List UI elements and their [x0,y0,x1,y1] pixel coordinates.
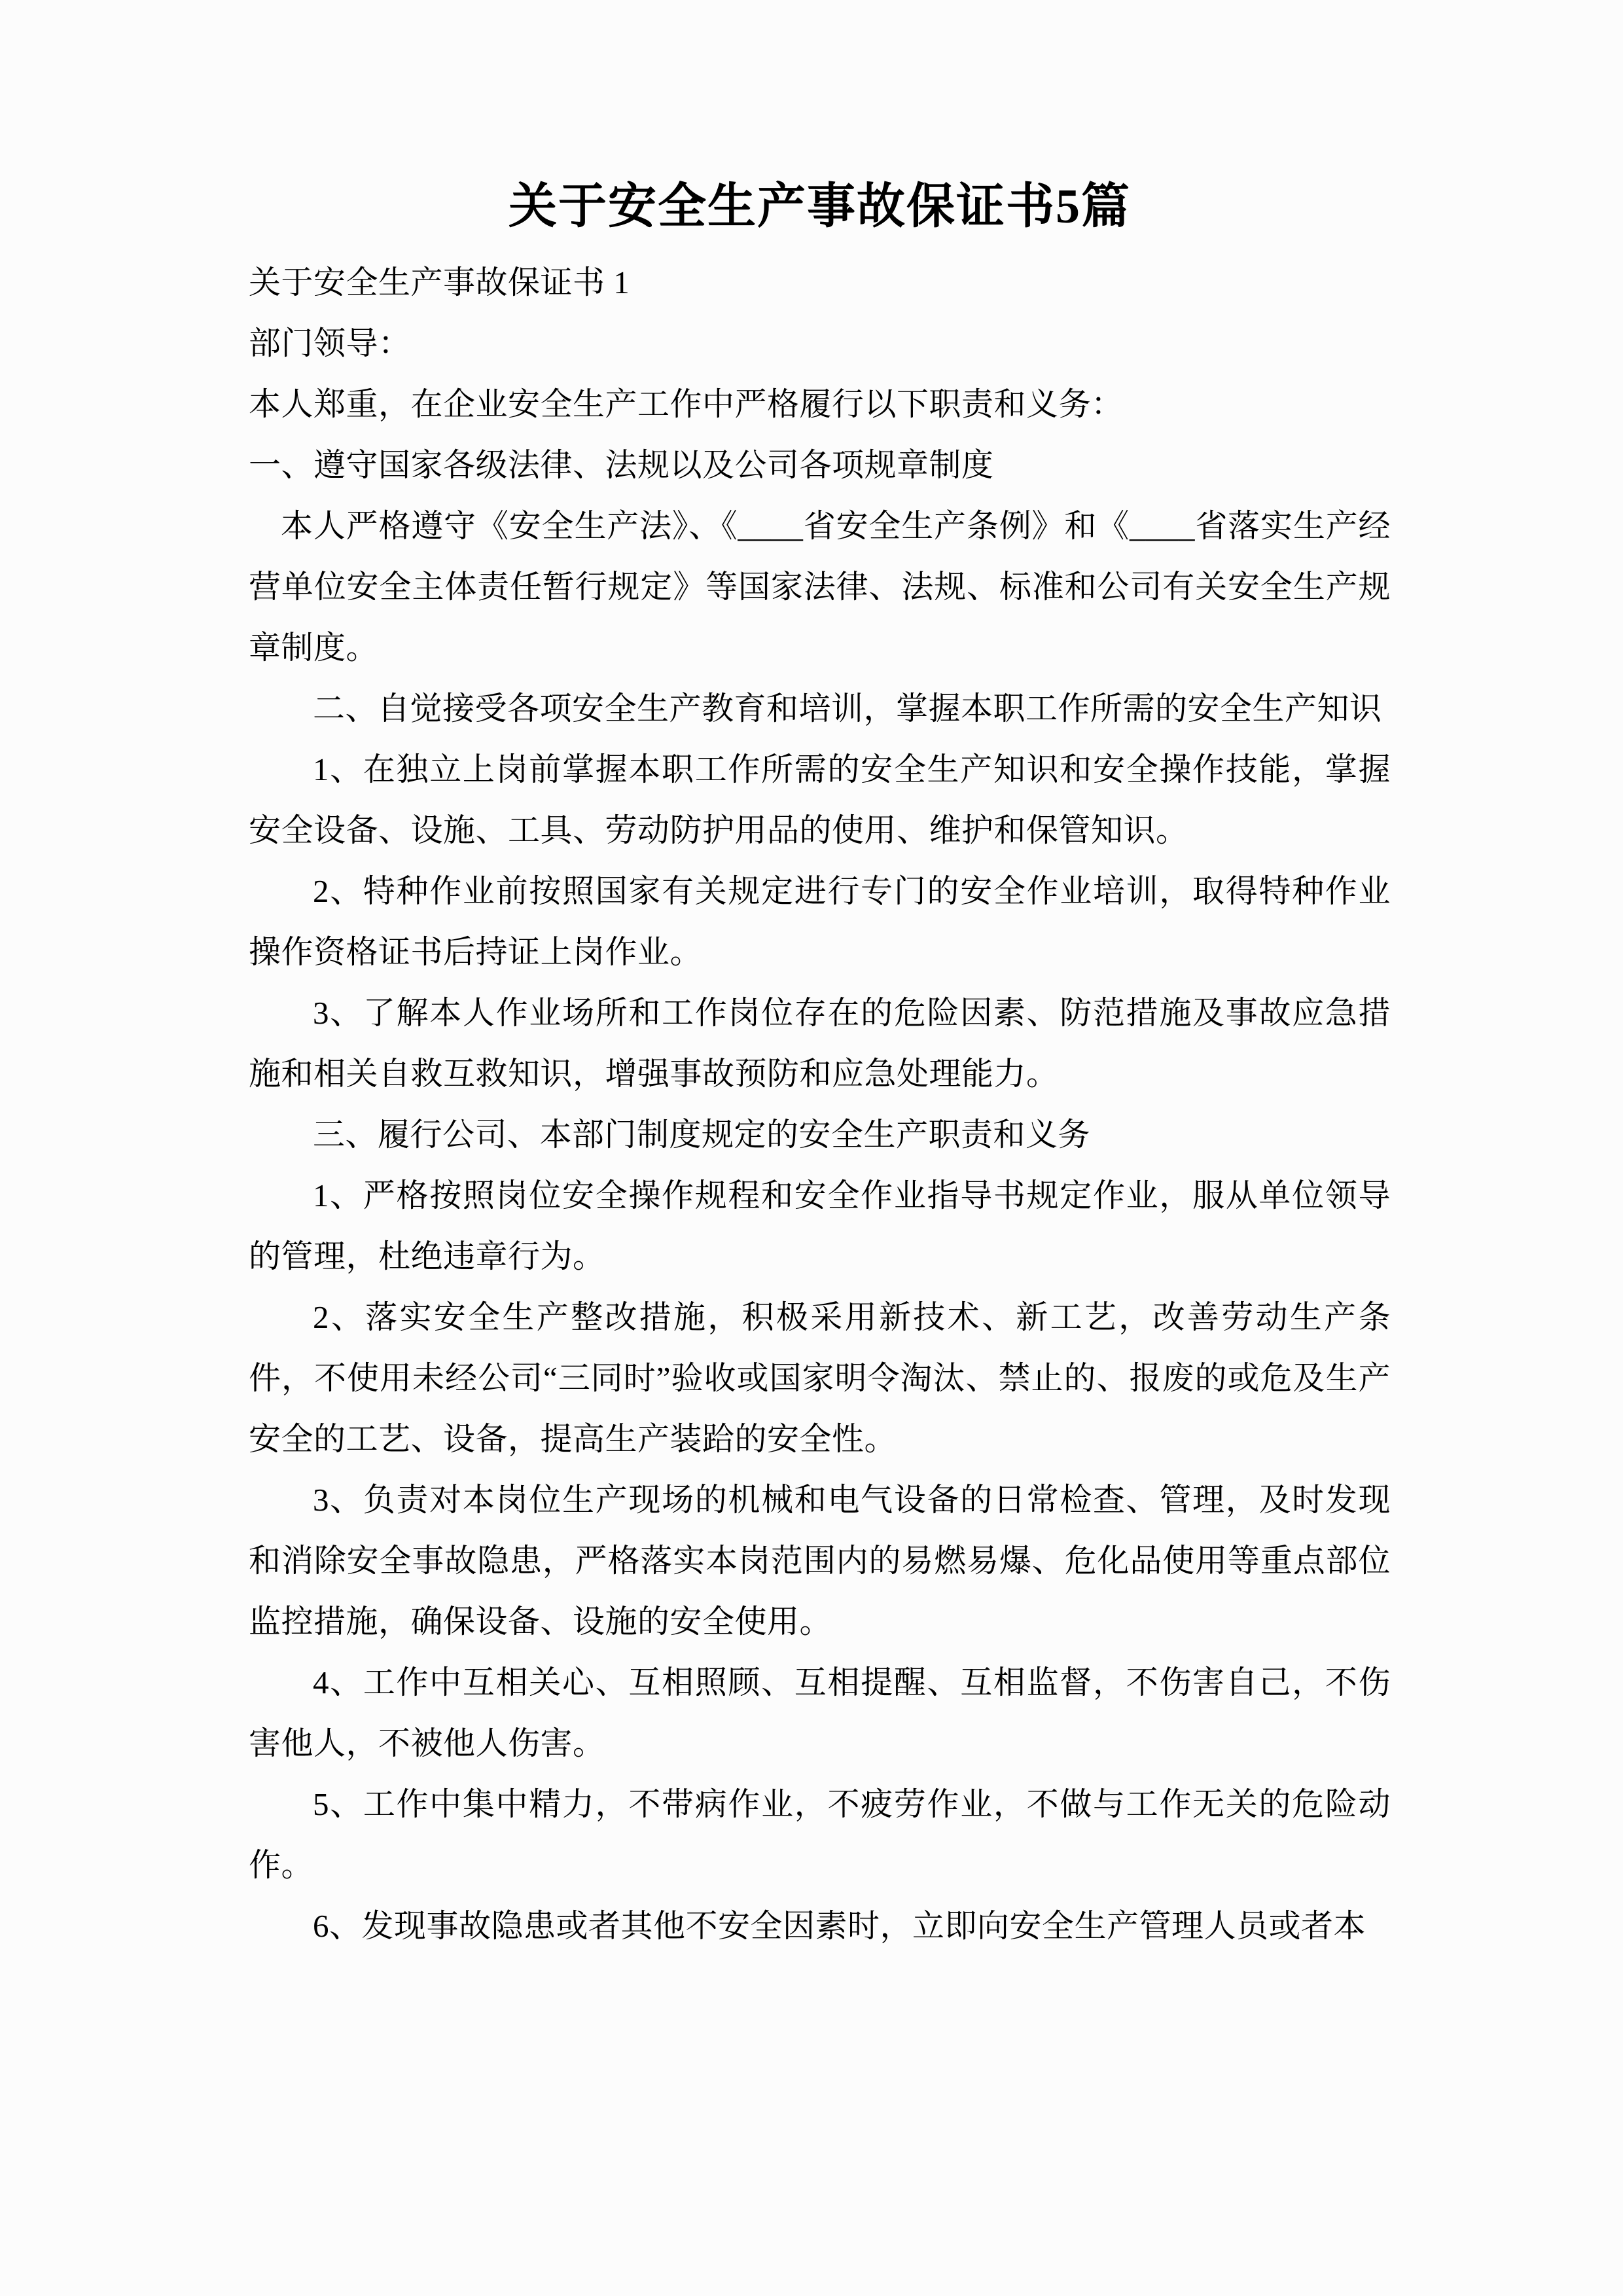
document-paragraph: 部门领导： [249,325,411,361]
document-paragraph: 6、发现事故隐患或者其他不安全因素时，立即向安全生产管理人员或者本 [313,1907,1366,1944]
document-body [249,177,1391,1956]
document-paragraph: 本人严格遵守《安全生产法》、《____省安全生产条例》和《____省落实生产经营单位安全主体责任暂行规定》等国家法律、法规、标准和公司有关安全生产规章制度。 [249,507,1391,666]
document-paragraph: 一、遵守国家各级法律、法规以及公司各项规章制度 [249,446,994,483]
document-paragraph: 3、了解本人作业场所和工作岗位存在的危险因素、防范措施及事故应急措施和相关自救互救知识，增强事故预防和应急处理能力。 [249,994,1391,1092]
document-paragraph: 5、工作中集中精力，不带病作业，不疲劳作业，不做与工作无关的危险动作。 [249,1785,1391,1883]
document-paragraph: 2、落实安全生产整改措施，积极采用新技术、新工艺，改善劳动生产条件，不使用未经公司“三同时”验收或国家明令淘汰、禁止的、报废的或危及生产安全的工艺、设备，提高生产装跲的安全性。 [249,1299,1391,1457]
document-paragraph: 1、在独立上岗前掌握本职工作所需的安全生产知识和安全操作技能，掌握安全设备、设施、工具、劳动防护用品的使用、维护和保管知识。 [249,751,1391,848]
document-paragraph: 2、特种作业前按照国家有关规定进行专门的安全作业培训，取得特种作业操作资格证书后持证上岗作业。 [249,872,1391,970]
document-paragraph: 关于安全生产事故保证书 1 [249,264,630,300]
document-paragraph: 1、严格按照岗位安全操作规程和安全作业指导书规定作业，服从单位领导的管理，杜绝违章行为。 [249,1177,1391,1274]
document-paragraph: 三、履行公司、本部门制度规定的安全生产职责和义务 [313,1116,1091,1153]
document-paragraph: 二、自觉接受各项安全生产教育和培训，掌握本职工作所需的安全生产知识 [313,690,1382,726]
paragraph-list [249,252,1391,1956]
document-paragraph: 本人郑重，在企业安全生产工作中严格履行以下职责和义务： [249,386,1124,422]
document-paragraph: 3、负责对本岗位生产现场的机械和电气设备的日常检查、管理，及时发现和消除安全事故隐患，严格落实本岗范围内的易燃易爆、危化品使用等重点部位监控措施，确保设备、设施的安全使用。 [249,1481,1391,1640]
page-title: 关于安全生产事故保证书5篇 [508,180,1131,234]
document-paragraph: 4、工作中互相关心、互相照顾、互相提醒、互相监督，不伤害自己，不伤害他人，不被他人伤害。 [249,1664,1391,1761]
